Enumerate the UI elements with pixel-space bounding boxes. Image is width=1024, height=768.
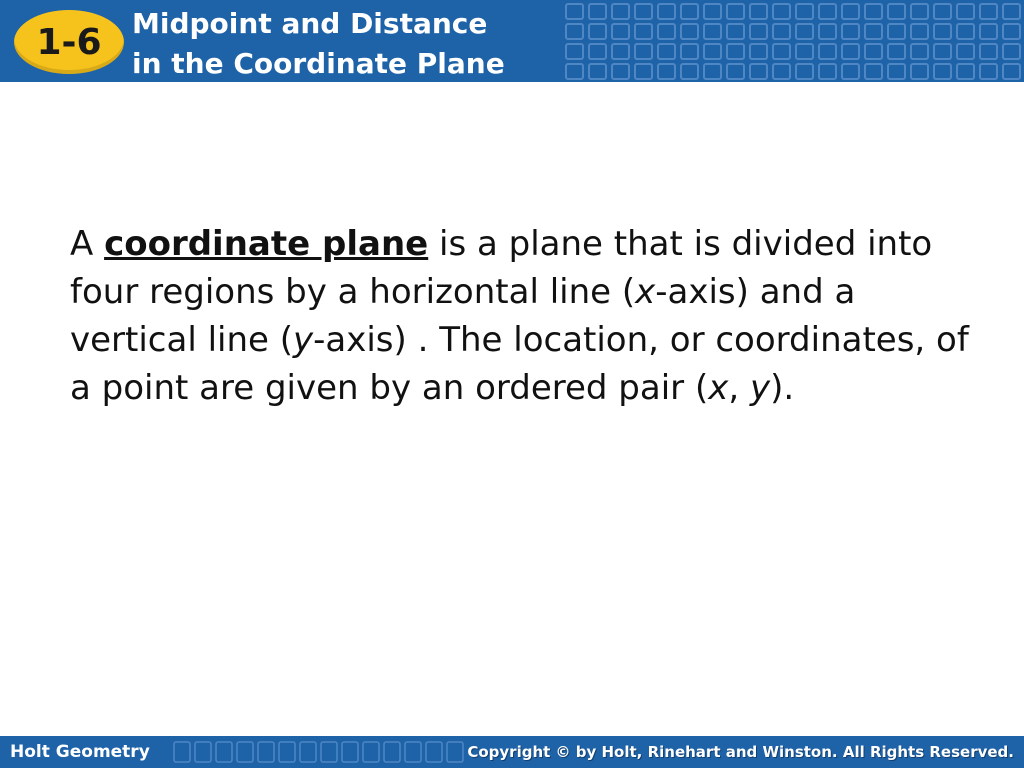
grid-square xyxy=(957,4,974,19)
grid-square xyxy=(796,24,813,39)
grid-square xyxy=(980,24,997,39)
grid-square xyxy=(842,44,859,59)
grid-square xyxy=(934,44,951,59)
definition-paragraph xyxy=(70,220,970,412)
grid-square xyxy=(750,44,767,59)
grid-square xyxy=(704,64,721,79)
title-line-2: in the Coordinate Plane xyxy=(132,47,505,80)
grid-square xyxy=(957,44,974,59)
grid-square xyxy=(819,64,836,79)
grid-square xyxy=(658,24,675,39)
footer-copyright: Copyright © by Holt, Rinehart and Winston. All Rights Reserved. xyxy=(467,743,1014,761)
grid-square xyxy=(612,44,629,59)
grid-square xyxy=(658,44,675,59)
text-segment: is a plane that is divided into four regions by a horizontal line ( xyxy=(70,224,933,312)
grid-square xyxy=(750,64,767,79)
grid-square xyxy=(342,742,358,762)
grid-square xyxy=(589,24,606,39)
grid-square xyxy=(773,24,790,39)
grid-square xyxy=(865,24,882,39)
grid-square xyxy=(773,64,790,79)
grid-square xyxy=(934,64,951,79)
grid-square xyxy=(566,64,583,79)
grid-square xyxy=(773,44,790,59)
grid-square xyxy=(405,742,421,762)
grid-square xyxy=(612,64,629,79)
grid-square xyxy=(635,64,652,79)
grid-square xyxy=(658,4,675,19)
grid-square xyxy=(216,742,232,762)
grid-square xyxy=(819,24,836,39)
grid-square xyxy=(589,4,606,19)
grid-square xyxy=(819,4,836,19)
grid-square xyxy=(704,4,721,19)
grid-square xyxy=(566,4,583,19)
text-segment: , xyxy=(728,368,750,408)
key-term: coordinate plane xyxy=(104,224,429,264)
grid-square xyxy=(1003,64,1020,79)
title-line-1: Midpoint and Distance xyxy=(132,7,488,40)
footer-bar xyxy=(0,736,1024,768)
grid-square xyxy=(888,44,905,59)
grid-square xyxy=(888,24,905,39)
grid-square xyxy=(681,24,698,39)
grid-square xyxy=(957,64,974,79)
grid-square xyxy=(300,742,316,762)
footer-grid-decoration xyxy=(170,736,470,768)
grid-square xyxy=(195,742,211,762)
header-bar xyxy=(0,0,1024,82)
grid-square xyxy=(911,44,928,59)
grid-square xyxy=(681,44,698,59)
grid-square xyxy=(911,24,928,39)
grid-square xyxy=(957,24,974,39)
grid-square xyxy=(174,742,190,762)
grid-square xyxy=(258,742,274,762)
text-segment: A xyxy=(70,224,105,264)
grid-square xyxy=(911,4,928,19)
grid-square xyxy=(447,742,463,762)
grid-square xyxy=(279,742,295,762)
grid-square xyxy=(612,4,629,19)
grid-square xyxy=(842,24,859,39)
grid-square xyxy=(727,24,744,39)
grid-square xyxy=(934,4,951,19)
grid-square xyxy=(681,64,698,79)
grid-square xyxy=(888,64,905,79)
grid-square xyxy=(819,44,836,59)
grid-square xyxy=(635,4,652,19)
grid-square xyxy=(911,64,928,79)
grid-square xyxy=(773,4,790,19)
variable-y: y xyxy=(749,368,771,408)
grid-square xyxy=(635,44,652,59)
grid-square xyxy=(934,24,951,39)
grid-square xyxy=(842,64,859,79)
grid-square xyxy=(704,24,721,39)
grid-square xyxy=(750,24,767,39)
grid-square xyxy=(681,4,698,19)
slide-title xyxy=(132,4,505,82)
text-segment: ). xyxy=(770,368,795,408)
grid-square xyxy=(658,64,675,79)
grid-square xyxy=(612,24,629,39)
grid-square xyxy=(237,742,253,762)
grid-square xyxy=(865,64,882,79)
grid-square xyxy=(750,4,767,19)
grid-square xyxy=(1003,4,1020,19)
grid-square xyxy=(980,44,997,59)
grid-square xyxy=(888,4,905,19)
variable-x: x xyxy=(708,368,729,408)
grid-square xyxy=(566,24,583,39)
header-grid-decoration xyxy=(560,0,1024,82)
grid-square xyxy=(980,64,997,79)
variable-x: x xyxy=(635,272,656,312)
grid-square xyxy=(384,742,400,762)
grid-square xyxy=(566,44,583,59)
variable-y: y xyxy=(293,320,314,360)
grid-square xyxy=(796,44,813,59)
grid-square xyxy=(727,64,744,79)
grid-square xyxy=(796,64,813,79)
grid-square xyxy=(842,4,859,19)
grid-square xyxy=(589,44,606,59)
grid-square xyxy=(363,742,379,762)
grid-square xyxy=(1003,24,1020,39)
footer-course-name: Holt Geometry xyxy=(10,742,150,762)
grid-square xyxy=(321,742,337,762)
lesson-number: 1-6 xyxy=(36,21,102,63)
grid-square xyxy=(1003,44,1020,59)
grid-square xyxy=(727,4,744,19)
grid-square xyxy=(865,44,882,59)
grid-square xyxy=(426,742,442,762)
grid-square xyxy=(980,4,997,19)
grid-square xyxy=(727,44,744,59)
text-segment: -axis) and a vertical line ( xyxy=(70,272,856,360)
lesson-number-badge xyxy=(14,10,124,74)
grid-square xyxy=(796,4,813,19)
grid-square xyxy=(589,64,606,79)
grid-square xyxy=(704,44,721,59)
grid-square xyxy=(865,4,882,19)
grid-square xyxy=(635,24,652,39)
text-segment: -axis) . The location, or coordinates, of a point are given by an ordered pair ( xyxy=(70,320,969,408)
